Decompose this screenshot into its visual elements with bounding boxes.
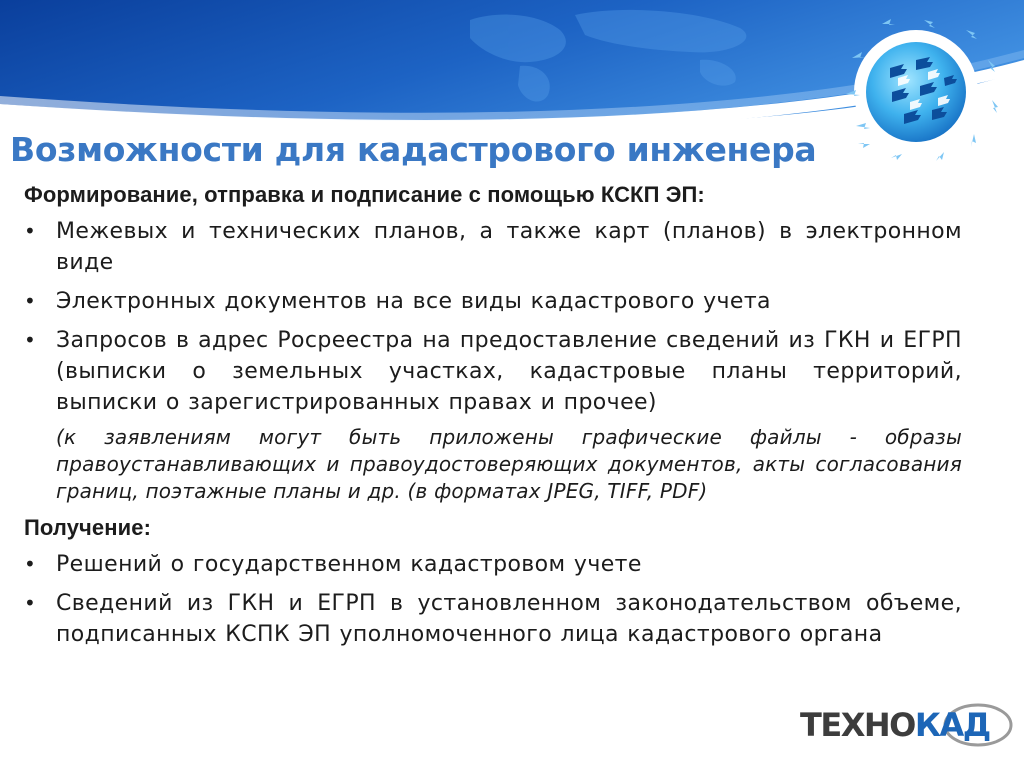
section-heading-formation: Формирование, отправка и подписание с помощью КСКП ЭП: [24, 182, 705, 207]
slide-content [24, 180, 962, 658]
bullet-marker: • [24, 289, 37, 313]
list-item [24, 216, 962, 278]
slide-title: Возможности для кадастрового инженера [10, 130, 817, 169]
list-item [24, 286, 962, 317]
list-item-text: Межевых и технических планов, а также карт (планов) в электронном виде [56, 219, 962, 275]
list-item [24, 549, 962, 580]
list-item-text: Электронных документов на все виды кадастрового учета [56, 289, 771, 314]
bullet-marker: • [24, 591, 37, 615]
list-item-text: Решений о государственном кадастровом учете [56, 552, 642, 577]
globe-icon [832, 14, 1008, 162]
list-item-text: Сведений из ГКН и ЕГРП в установленном законодательством объеме, подписанных КСПК ЭП уполномоченного лица кадастрового органа [56, 591, 962, 647]
bullet-marker: • [24, 328, 37, 352]
section-heading-receiving: Получение: [24, 515, 152, 540]
list-item [24, 325, 962, 418]
list-item [24, 588, 962, 650]
logo-text-part1: ТЕХНО [800, 706, 915, 744]
technokad-logo [800, 700, 1015, 750]
logo-wordmark [800, 700, 990, 750]
bullet-marker: • [24, 219, 37, 243]
list-item-text: Запросов в адрес Росреестра на предоставление сведений из ГКН и ЕГРП (выписки о земельных участках, кадастровые планы территорий, выписки о зарегистрированных правах и прочее) [56, 328, 962, 415]
attachment-note: (к заявлениям могут быть приложены графические файлы - образы правоустанавливающих и правоудостоверяющих документов, акты согласования границ, поэтажные планы и др. (в форматах JPEG, TIFF, PDF) [56, 425, 962, 503]
globe-logo [832, 14, 1008, 162]
bullet-marker: • [24, 552, 37, 576]
logo-text-part2: КАД [914, 706, 990, 744]
